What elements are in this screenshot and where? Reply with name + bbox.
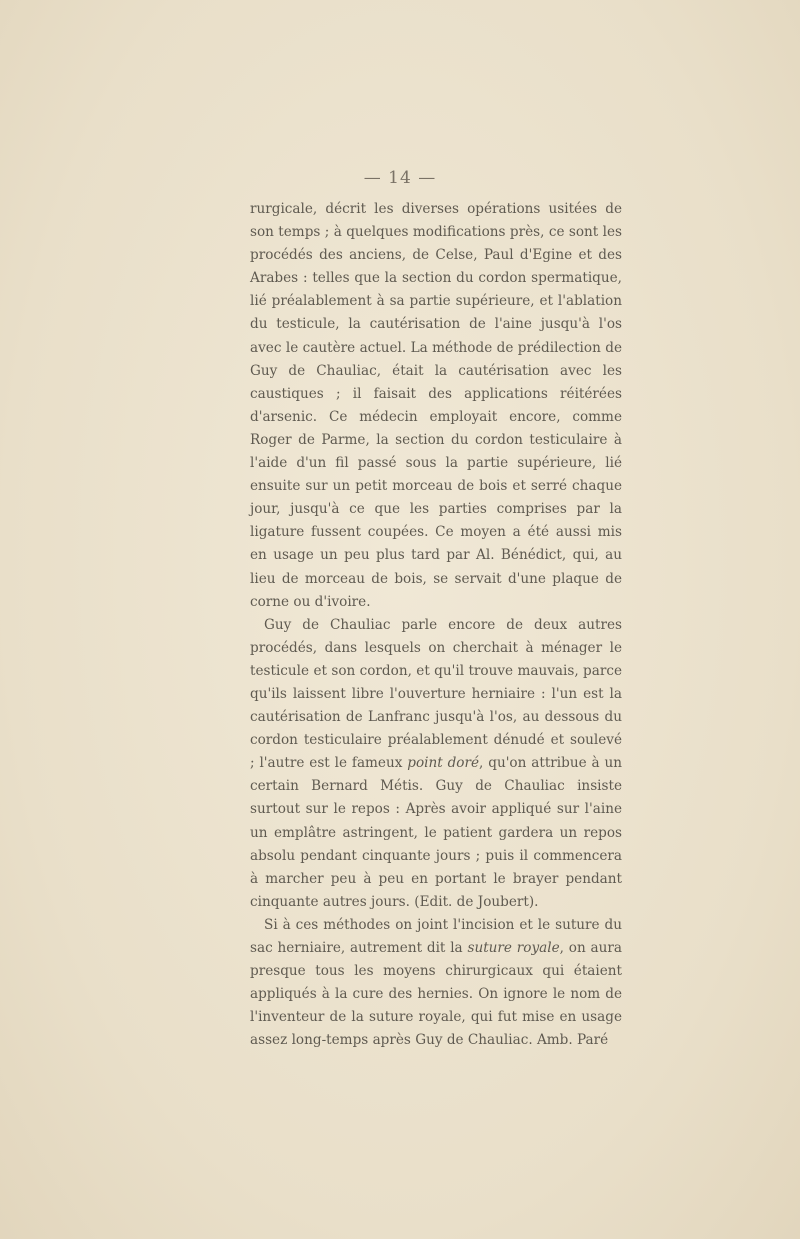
paragraph-2-text-b: , qu'on attribue à un certain Bernard Métis. Guy de Chauliac insiste surtout sur le repos : Après avoir appliqué sur l'aine un emplâtre astringent, le patient gardera un repos absolu pendant cinquante jours ; puis il commencera à marcher peu à peu en portant le brayer pendant cinquante autres jours. (Edit. de Joubert). (250, 755, 622, 910)
paragraph-3-text-a: Si à ces méthodes on joint l'incision et le suture du sac herniaire, autrement dit la (250, 916, 622, 956)
paragraph-2 (250, 614, 622, 914)
paragraph-3-text-b: , on aura presque tous les moyens chirurgicaux qui étaient appliqués à la cure des hernies. On ignore le nom de l'inventeur de la suture royale, qui fut mise en usage assez long-temps après Guy de Chauliac. Amb. Paré (250, 940, 622, 1049)
paragraph-3 (250, 914, 622, 1053)
paragraph-2-italic-term: point doré (407, 755, 480, 772)
body-text (250, 198, 622, 1052)
paragraph-3-italic-term: suture royale (467, 940, 560, 956)
page-number: — 14 — (363, 168, 437, 188)
paragraph-2-text-a: Guy de Chauliac parle encore de deux autres procédés, dans lesquels on cherchait à ménager le testicule et son cordon, et qu'il trouve mauvais, parce qu'ils laissent libre l'ouverture herniaire : l'un est la cautérisation de Lanfranc jusqu'à l'os, au dessous du cordon testiculaire préalablement dénudé et soulevé ; l'autre est le fameux (250, 616, 622, 772)
paragraph-1 (250, 198, 622, 614)
paragraph-1-text: rurgicale, décrit les diverses opérations usitées de son temps ; à quelques modifications près, ce sont les procédés des anciens, de Celse, Paul d'Egine et des Arabes : telles que la section du cordon spermatique, lié préalablement à sa partie supérieure, et l'ablation du testicule, la cautérisation de l'aine jusqu'à l'os avec le cautère actuel. La méthode de prédilection de Guy de Chauliac, était la cautérisation avec les caustiques ; il faisait des applications réitérées d'arsenic. Ce médecin employait encore, comme Roger de Parme, la section du cordon testiculaire à l'aide d'un fil passé sous la partie supérieure, lié ensuite sur un petit morceau de bois et serré chaque jour, jusqu'à ce que les parties comprises par la ligature fussent coupées. Ce moyen a été aussi mis en usage un peu plus tard par Al. Bénédict, qui, au lieu de morceau de bois, se servait d'une plaque de corne ou d'ivoire. (250, 201, 622, 610)
